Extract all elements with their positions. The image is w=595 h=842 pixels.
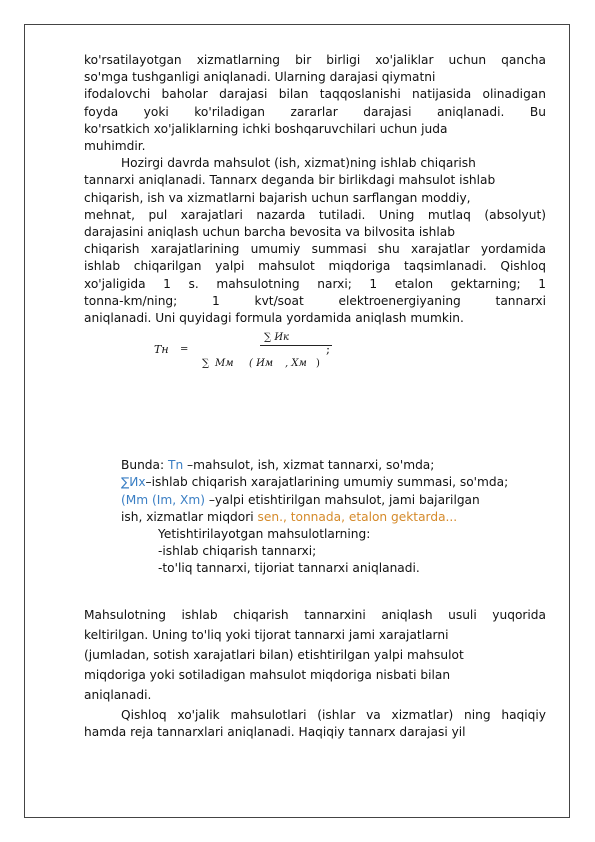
text-line: tonna-km/ning; 1 kvt/soat elektroenergiyaning tannarxi — [84, 293, 546, 308]
document-body — [84, 52, 546, 742]
text-line: Qishloq xo'jalik mahsulotlari (ishlar va xizmatlar) ning haqiqiy — [121, 707, 546, 722]
definition-ix — [121, 474, 546, 491]
definition-mm — [121, 492, 546, 509]
text-line: ishlab chiqarilgan yalpi mahsulot miqdoriga taqsimlanadi. Qishloq — [84, 259, 546, 274]
symbol-tn: Tn — [168, 458, 184, 473]
formula-lhs: Тн — [154, 343, 169, 357]
text-line: ko'rsatkich xo'jaliklarning ichki boshqaruvchilari uchun juda — [84, 121, 448, 136]
text-line: chiqarish, ish va xizmatlarni bajarish uchun sarflangan moddiy, — [84, 190, 471, 205]
text-line: foyda yoki ko'riladigan zararlar darajasi aniqlanadi. Bu — [84, 104, 546, 119]
definition-tn — [121, 457, 546, 474]
definitions — [84, 457, 546, 526]
formula-denominator-a: Мм — [215, 358, 234, 370]
text-line: hamda reja tannarxlari aniqlanadi. Haqiqiy tannarx darajasi yil — [84, 725, 466, 740]
formula-numerator: ∑ Ик — [264, 332, 290, 344]
text-line: aniqlanadi. — [84, 687, 152, 702]
text-line: Hozirgi davrda mahsulot (ish, xizmat)ning ishlab chiqarish — [121, 156, 476, 171]
definition-text: ish, xizmatlar miqdori — [121, 509, 258, 524]
formula-denominator-c: , Хм — [285, 358, 307, 370]
text-line: keltirilgan. Uning to'liq yoki tijorat tannarxi jami xarajatlarni — [84, 627, 449, 642]
symbol-mm: (Мm (Im, Xm) — [121, 492, 205, 507]
formula-denominator-close: ) — [316, 358, 320, 370]
text-line: aniqlanadi. Uni quyidagi formula yordamida aniqlash mumkin. — [84, 311, 464, 326]
sub-item: -ishlab chiqarish tannarxi; — [158, 544, 317, 559]
text-line: so'mga tushganligi aniqlanadi. Ularning darajasi qiymatni — [84, 70, 436, 85]
text-line: darajasini aniqlash uchun barcha bevosita va bilvosita ishlab — [84, 225, 455, 240]
paragraph-2 — [84, 155, 546, 327]
sub-item: -to'liq tannarxi, tijoriat tannarxi aniqlanadi. — [158, 561, 420, 576]
product-cost-types — [84, 526, 546, 578]
formula-semicolon: ; — [326, 342, 331, 357]
paragraph-4 — [84, 707, 546, 742]
symbol-sum-ix: ∑Иx — [121, 475, 146, 490]
text-line: ifodalovchi baholar darajasi bilan taqqoslanishi natijasida olinadigan — [84, 87, 546, 102]
text-line: (jumladan, sotish xarajatlari bilan) etishtirilgan yalpi mahsulot — [84, 647, 464, 662]
text-line: xo'jaligida 1 s. mahsulotning narxi; 1 etalon gektarning; 1 — [84, 276, 546, 291]
formula-equals: = — [180, 344, 189, 356]
definition-text: –ishlab chiqarish xarajatlarining umumiy summasi, so'mda; — [145, 475, 509, 490]
paragraph-3 — [84, 605, 546, 705]
formula-denominator-b: ( Им — [249, 358, 274, 370]
definition-mm-cont — [121, 509, 546, 526]
text-line: ko'rsatilayotgan xizmatlarning bir birligi xo'jaliklar uchun qancha — [84, 53, 546, 67]
units-text: sen., tonnada, etalon gektarda... — [257, 509, 458, 524]
formula-denominator-sum: ∑ — [202, 358, 210, 370]
paragraph-1 — [84, 52, 546, 155]
text-line: tannarxi aniqlanadi. Tannarx deganda bir birlikdagi mahsulot ishlab — [84, 173, 496, 188]
text-line: chiqarish xarajatlarining umumiy summasi shu xarajatlar yordamida — [84, 242, 546, 257]
text-line: Mahsulotning ishlab chiqarish tannarxini aniqlash usuli yuqorida — [84, 607, 546, 622]
text-line: muhimdir. — [84, 139, 146, 154]
text-line: miqdoriga yoki sotiladigan mahsulot miqdoriga nisbati bilan — [84, 667, 451, 682]
cost-formula — [84, 329, 546, 389]
definition-text: –yalpi etishtirilgan mahsulot, jami bajarilgan — [204, 492, 480, 507]
definition-prefix: Bunda: — [121, 458, 168, 473]
fraction-bar — [260, 345, 332, 346]
text-line: mehnat, pul xarajatlari nazarda tutiladi. Uning mutlaq (absolyut) — [84, 207, 546, 222]
definition-text: –mahsulot, ish, xizmat tannarxi, so'mda; — [183, 458, 435, 473]
sub-heading: Yetishtirilayotgan mahsulotlarning: — [158, 527, 371, 542]
